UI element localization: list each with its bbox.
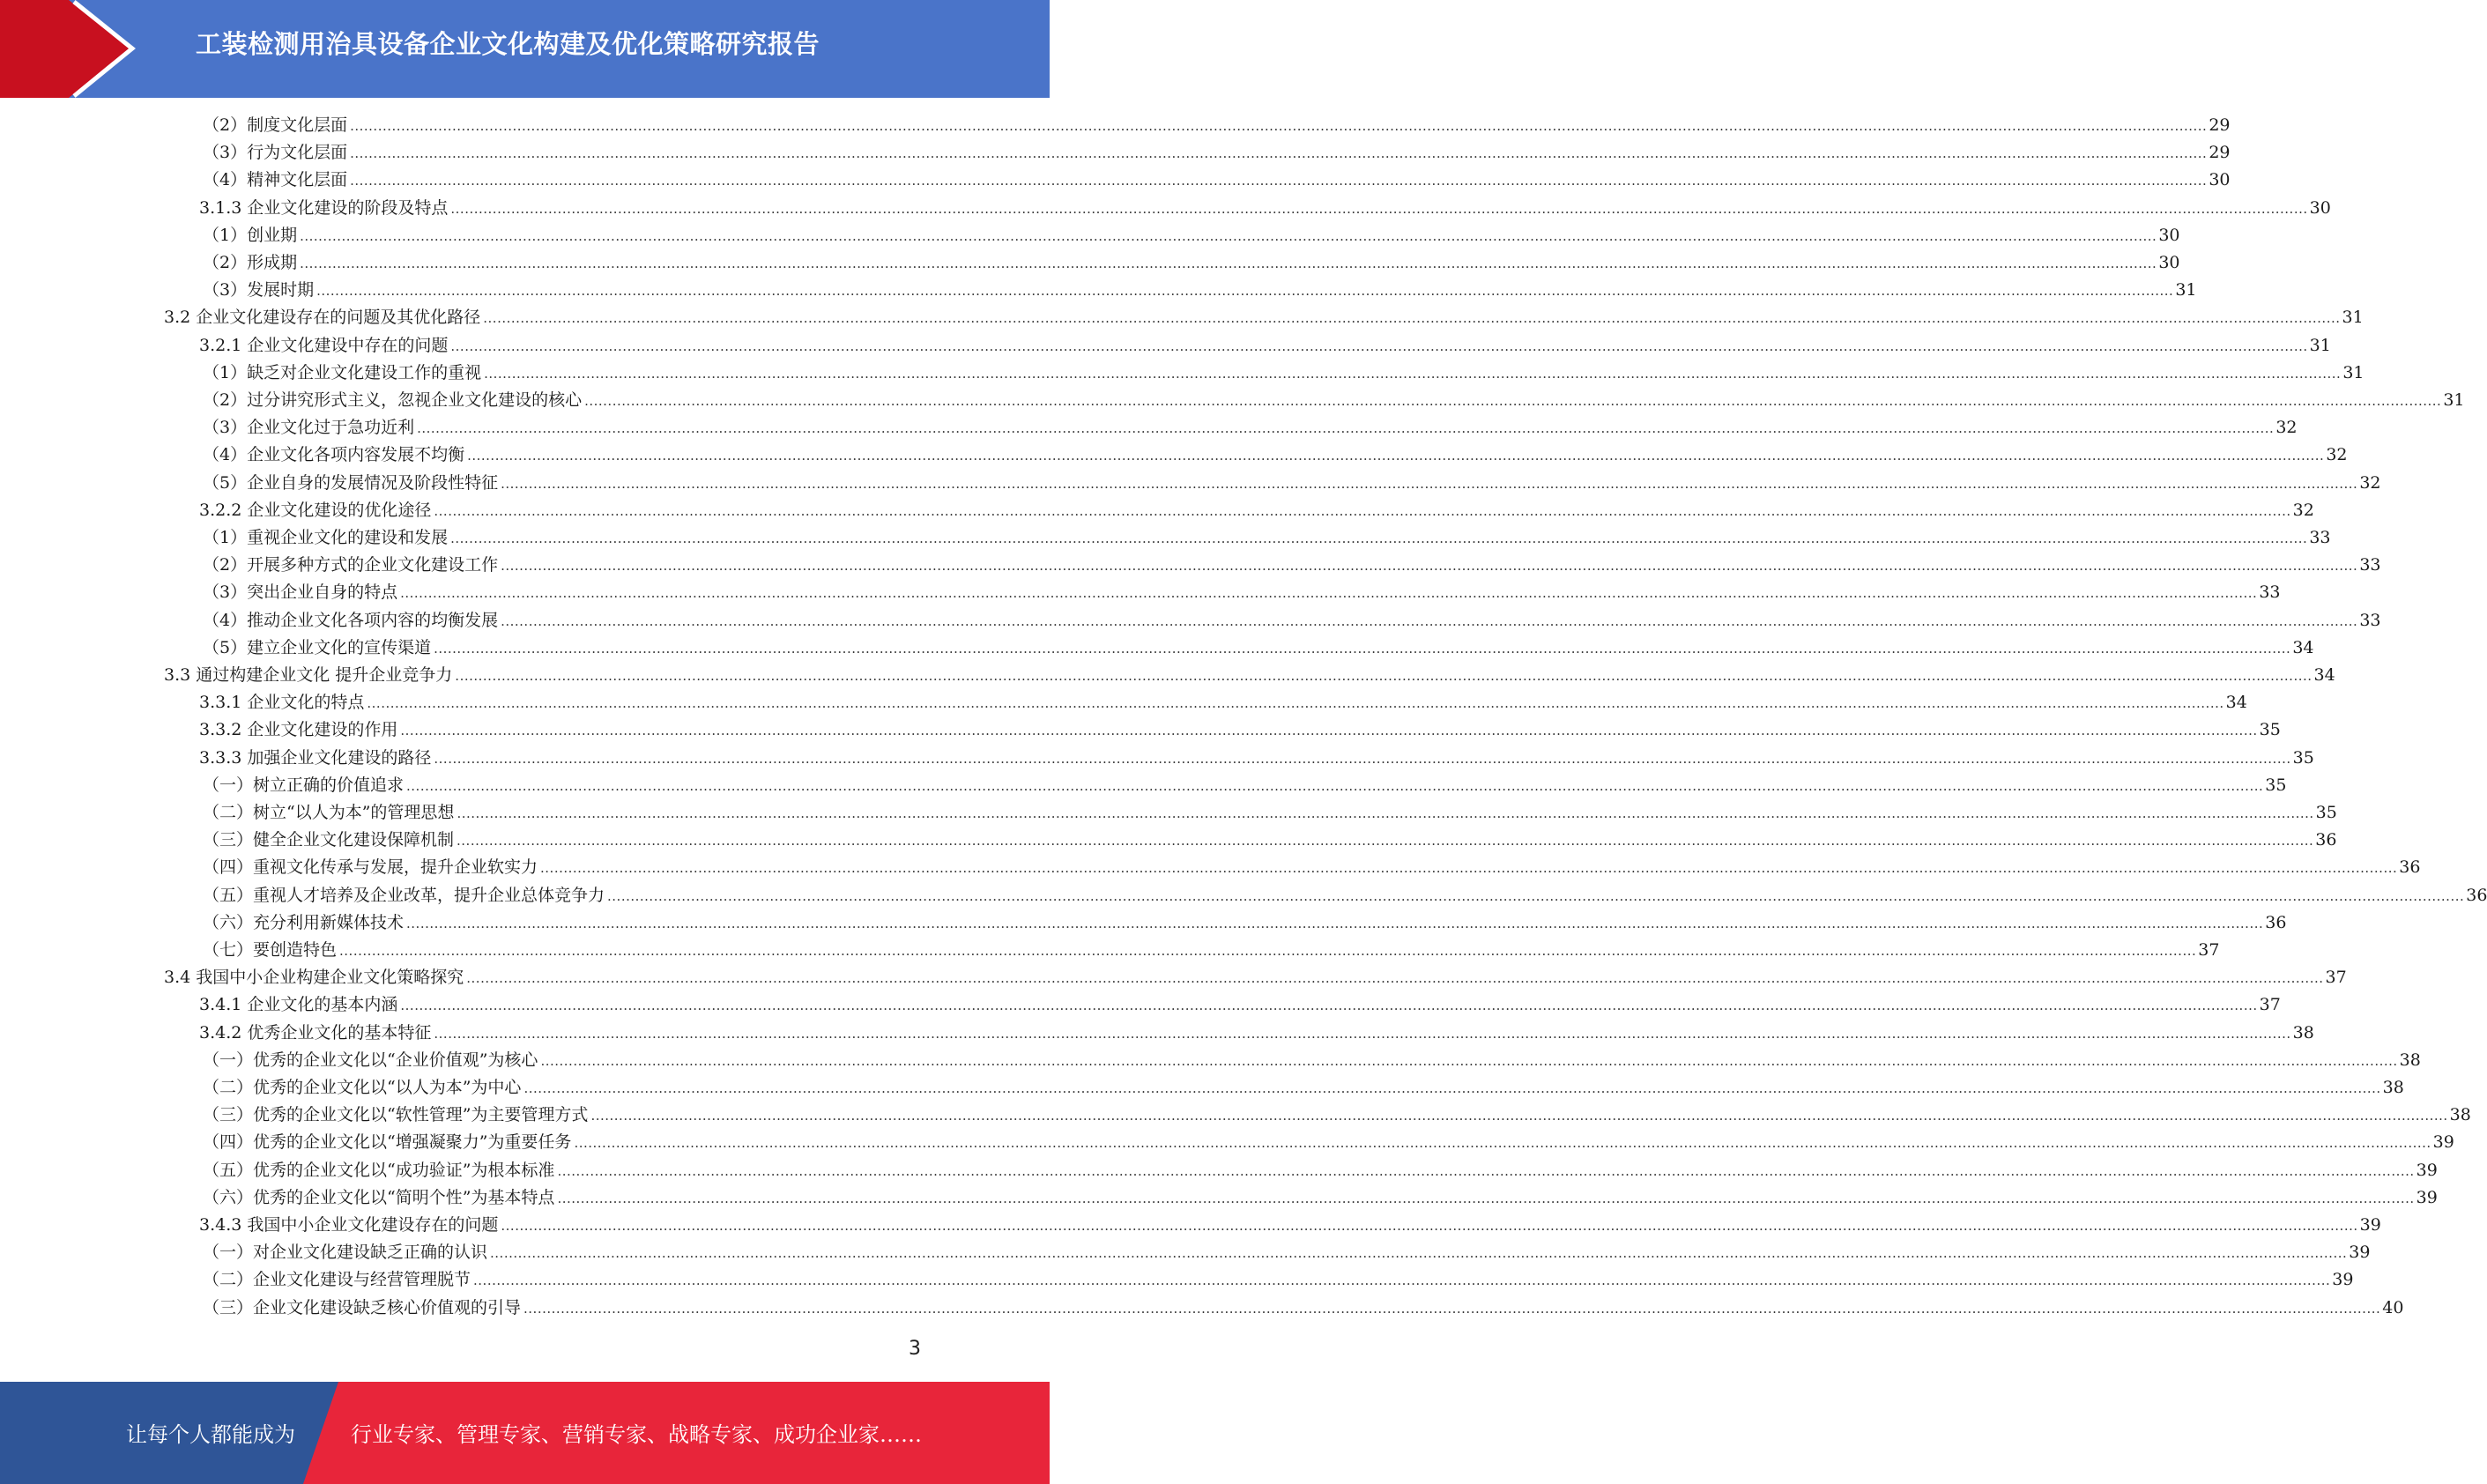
toc-dot-leader: ................................................................................................................................................................................................................................................................................................................................................................................................................: [406, 915, 2264, 931]
toc-dot-leader: ................................................................................................................................................................................................................................................................................................................................................................................................................: [434, 502, 2291, 519]
toc-dot-leader: ................................................................................................................................................................................................................................................................................................................................................................................................................: [339, 943, 2197, 959]
toc-entry-label: （2）制度文化层面: [203, 115, 348, 135]
toc-entry-label: （三）优秀的企业文化以“软性管理”为主要管理方式: [203, 1105, 589, 1125]
toc-entry-label: （六）优秀的企业文化以“简明个性”为基本特点: [203, 1187, 555, 1207]
toc-dot-leader: ................................................................................................................................................................................................................................................................................................................................................................................................................: [501, 558, 2358, 575]
toc-dot-leader: ................................................................................................................................................................................................................................................................................................................................................................................................................: [584, 393, 2442, 409]
toc-entry[interactable]: [199, 195, 2331, 222]
toc-entry-page: 36: [2399, 857, 2421, 878]
toc-entry[interactable]: [164, 964, 2347, 991]
toc-entry-page: 39: [2359, 1215, 2381, 1235]
toc-entry-label: （二）企业文化建设与经营管理脱节: [203, 1270, 471, 1290]
toc-entry[interactable]: [203, 222, 2180, 249]
toc-dot-leader: ................................................................................................................................................................................................................................................................................................................................................................................................................: [523, 1080, 2381, 1096]
toc-entry-page: 33: [2259, 582, 2281, 603]
toc-entry-label: （4）推动企业文化各项内容的均衡发展: [203, 610, 499, 630]
toc-dot-leader: ................................................................................................................................................................................................................................................................................................................................................................................................................: [400, 723, 2258, 739]
toc-entry-label: （六）充分利用新媒体技术: [203, 912, 405, 932]
toc-dot-leader: ................................................................................................................................................................................................................................................................................................................................................................................................................: [574, 1135, 2431, 1152]
toc-entry-label: （四）重视文化传承与发展，提升企业软实力: [203, 857, 538, 878]
toc-dot-leader: ................................................................................................................................................................................................................................................................................................................................................................................................................: [450, 200, 2308, 217]
toc-entry-label: 3.3.3 加强企业文化建设的路径: [199, 747, 432, 768]
toc-entry[interactable]: [199, 332, 2331, 360]
toc-entry-page: 31: [2175, 280, 2197, 301]
toc-entry-label: （三）企业文化建设缺乏核心价值观的引导: [203, 1297, 522, 1317]
toc-entry-page: 30: [2158, 253, 2180, 272]
toc-entry-label: （四）优秀的企业文化以“增强凝聚力”为重要任务: [203, 1132, 572, 1153]
toc-entry-label: 3.4.1 企业文化的基本内涵: [199, 995, 398, 1015]
toc-entry-page: 29: [2209, 115, 2231, 135]
toc-entry-page: 34: [2292, 637, 2314, 657]
toc-entry-label: （3）发展时期: [203, 280, 315, 301]
toc-dot-leader: ................................................................................................................................................................................................................................................................................................................................................................................................................: [501, 1218, 2358, 1234]
toc-entry-page: 39: [2432, 1132, 2454, 1153]
toc-dot-leader: ................................................................................................................................................................................................................................................................................................................................................................................................................: [300, 256, 2157, 271]
toc-entry[interactable]: [203, 167, 2231, 194]
toc-entry-page: 37: [2325, 968, 2347, 988]
toc-entry-label: （4）精神文化层面: [203, 170, 348, 190]
toc-entry-page: 32: [2326, 445, 2348, 465]
toc-entry-page: 32: [2292, 500, 2314, 520]
toc-entry-label: 3.2.1 企业文化建设中存在的问题: [199, 335, 449, 355]
toc-entry[interactable]: [203, 854, 2421, 881]
toc-dot-leader: ................................................................................................................................................................................................................................................................................................................................................................................................................: [557, 1190, 2415, 1206]
toc-dot-leader: ................................................................................................................................................................................................................................................................................................................................................................................................................: [450, 338, 2308, 354]
toc-entry[interactable]: [164, 662, 2335, 689]
toc-entry-label: 3.4 我国中小企业构建企业文化策略探究: [164, 968, 464, 988]
toc-entry[interactable]: [203, 552, 2381, 579]
toc-entry[interactable]: [203, 249, 2180, 277]
toc-entry-page: 38: [2449, 1105, 2471, 1125]
toc-dot-leader: ................................................................................................................................................................................................................................................................................................................................................................................................................: [501, 612, 2358, 629]
toc-entry-label: （2）形成期: [203, 253, 298, 272]
toc-dot-leader: ................................................................................................................................................................................................................................................................................................................................................................................................................: [434, 640, 2291, 657]
toc-entry-label: 3.3 通过构建企业文化 提升企业竞争力: [164, 665, 453, 685]
toc-entry[interactable]: [203, 1074, 2404, 1102]
toc-entry-label: （1）重视企业文化的建设和发展: [203, 528, 449, 547]
toc-entry-label: （五）优秀的企业文化以“成功验证”为根本标准: [203, 1160, 555, 1180]
toc-entry-page: 34: [2313, 665, 2335, 685]
toc-entry[interactable]: [164, 304, 2364, 331]
toc-entry-page: 34: [2225, 693, 2247, 713]
toc-dot-leader: ................................................................................................................................................................................................................................................................................................................................................................................................................: [473, 1273, 2331, 1289]
toc-entry-page: 39: [2332, 1270, 2354, 1290]
toc-entry-page: 30: [2309, 197, 2331, 218]
toc-entry-page: 33: [2309, 528, 2331, 547]
toc-entry-label: （一）对企业文化建设缺乏正确的认识: [203, 1243, 488, 1263]
toc-entry[interactable]: [203, 827, 2337, 854]
toc-entry-label: （三）健全企业文化建设保障机制: [203, 830, 455, 850]
toc-dot-leader: ................................................................................................................................................................................................................................................................................................................................................................................................................: [457, 805, 2314, 821]
toc-entry-page: 32: [2359, 472, 2381, 493]
toc-dot-leader: ................................................................................................................................................................................................................................................................................................................................................................................................................: [350, 118, 2208, 134]
toc-entry-label: （3）企业文化过于急功近利: [203, 418, 415, 438]
toc-entry-page: 38: [2382, 1078, 2404, 1097]
toc-entry[interactable]: [199, 991, 2281, 1019]
toc-entry-page: 36: [2315, 830, 2337, 850]
toc-entry[interactable]: [199, 497, 2314, 524]
toc-entry[interactable]: [203, 634, 2314, 662]
footer-slogan: 让每个人都能成为: [126, 1422, 295, 1447]
toc-entry[interactable]: [199, 745, 2314, 772]
toc-entry-label: （二）优秀的企业文化以“以人为本”为中心: [203, 1078, 522, 1097]
toc-entry-label: （2）开展多种方式的企业文化建设工作: [203, 555, 499, 575]
toc-entry[interactable]: [203, 524, 2331, 552]
toc-dot-leader: ................................................................................................................................................................................................................................................................................................................................................................................................................: [406, 777, 2264, 794]
toc-dot-leader: ................................................................................................................................................................................................................................................................................................................................................................................................................: [490, 1245, 2348, 1262]
toc-dot-leader: ................................................................................................................................................................................................................................................................................................................................................................................................................: [540, 860, 2398, 877]
toc-entry-page: 33: [2359, 610, 2381, 630]
toc-entry-page: 31: [2443, 390, 2465, 410]
toc-entry-page: 39: [2349, 1243, 2371, 1263]
toc-entry-page: 31: [2342, 362, 2365, 382]
page-header: [0, 0, 1050, 98]
toc-dot-leader: ................................................................................................................................................................................................................................................................................................................................................................................................................: [400, 998, 2258, 1014]
toc-entry-label: （1）缺乏对企业文化建设工作的重视: [203, 362, 482, 382]
toc-entry-page: 40: [2382, 1297, 2404, 1317]
toc-dot-leader: ................................................................................................................................................................................................................................................................................................................................................................................................................: [590, 1108, 2448, 1124]
toc-entry-label: （5）企业自身的发展情况及阶段性特征: [203, 472, 499, 493]
toc-entry[interactable]: [203, 139, 2231, 167]
toc-entry[interactable]: [203, 909, 2287, 937]
toc-entry-label: 3.4.3 我国中小企业文化建设存在的问题: [199, 1215, 499, 1235]
toc-dot-leader: ................................................................................................................................................................................................................................................................................................................................................................................................................: [417, 420, 2275, 437]
toc-entry-page: 36: [2265, 912, 2287, 932]
toc-entry-page: 38: [2399, 1050, 2421, 1070]
toc-entry-page: 37: [2259, 995, 2281, 1015]
toc-dot-leader: ................................................................................................................................................................................................................................................................................................................................................................................................................: [607, 887, 2465, 904]
toc-entry[interactable]: [203, 414, 2298, 441]
toc-entry-label: 3.2 企业文化建设存在的问题及其优化路径: [164, 308, 481, 328]
toc-entry[interactable]: [203, 1129, 2454, 1156]
toc-entry-label: （3）突出企业自身的特点: [203, 582, 398, 603]
toc-entry-page: 31: [2309, 335, 2331, 355]
toc-entry[interactable]: [203, 579, 2281, 606]
toc-dot-leader: ................................................................................................................................................................................................................................................................................................................................................................................................................: [400, 585, 2258, 602]
toc-entry-label: 3.2.2 企业文化建设的优化途径: [199, 500, 432, 520]
toc-entry-page: 32: [2275, 418, 2298, 438]
toc-entry[interactable]: [199, 1212, 2381, 1239]
toc-dot-leader: ................................................................................................................................................................................................................................................................................................................................................................................................................: [455, 668, 2313, 684]
toc-entry-label: 3.4.2 优秀企业文化的基本特征: [199, 1022, 432, 1043]
toc-entry-page: 37: [2198, 940, 2220, 960]
toc-entry[interactable]: [203, 607, 2381, 634]
toc-entry[interactable]: [203, 1157, 2438, 1184]
toc-entry-label: （1）创业期: [203, 225, 298, 245]
toc-dot-leader: ................................................................................................................................................................................................................................................................................................................................................................................................................: [300, 227, 2157, 244]
toc-entry[interactable]: [203, 882, 2487, 909]
toc-entry-label: （3）行为文化层面: [203, 143, 348, 163]
toc-entry-label: 3.3.1 企业文化的特点: [199, 693, 365, 713]
toc-entry-page: 36: [2466, 885, 2487, 905]
toc-entry-page: 35: [2265, 775, 2287, 795]
toc-entry-page: 35: [2259, 720, 2281, 740]
toc-entry-label: （七）要创造特色: [203, 940, 338, 960]
toc-entry-page: 39: [2416, 1160, 2438, 1180]
toc-entry-label: （4）企业文化各项内容发展不均衡: [203, 445, 465, 465]
toc-entry[interactable]: [203, 799, 2337, 827]
toc-entry[interactable]: [203, 1239, 2371, 1266]
toc-entry[interactable]: [203, 470, 2381, 497]
toc-entry[interactable]: [203, 1184, 2438, 1212]
toc-entry-page: 39: [2416, 1187, 2438, 1207]
toc-entry[interactable]: [203, 772, 2287, 799]
toc-dot-leader: ................................................................................................................................................................................................................................................................................................................................................................................................................: [434, 750, 2291, 767]
page-number: 3: [909, 1338, 921, 1360]
toc-dot-leader: ................................................................................................................................................................................................................................................................................................................................................................................................................: [466, 970, 2324, 987]
toc-dot-leader: ................................................................................................................................................................................................................................................................................................................................................................................................................: [316, 283, 2174, 300]
toc-entry-page: 33: [2359, 555, 2381, 575]
toc-dot-leader: ................................................................................................................................................................................................................................................................................................................................................................................................................: [350, 173, 2208, 189]
toc-entry-label: （5）建立企业文化的宣传渠道: [203, 637, 432, 657]
toc-entry[interactable]: [203, 1266, 2354, 1294]
toc-dot-leader: ................................................................................................................................................................................................................................................................................................................................................................................................................: [367, 695, 2224, 712]
toc-dot-leader: ................................................................................................................................................................................................................................................................................................................................................................................................................: [484, 365, 2342, 382]
page-footer: [0, 1382, 1050, 1484]
toc-entry-label: 3.3.2 企业文化建设的作用: [199, 720, 398, 740]
toc-entry[interactable]: [203, 277, 2197, 304]
toc-dot-leader: ................................................................................................................................................................................................................................................................................................................................................................................................................: [501, 475, 2358, 492]
toc-entry-page: 35: [2315, 803, 2337, 822]
toc-entry-page: 38: [2292, 1022, 2314, 1043]
toc-entry[interactable]: [203, 387, 2465, 414]
toc-dot-leader: ................................................................................................................................................................................................................................................................................................................................................................................................................: [434, 1025, 2291, 1042]
toc-dot-leader: ................................................................................................................................................................................................................................................................................................................................................................................................................: [350, 145, 2208, 162]
toc-entry-page: 29: [2209, 143, 2231, 163]
toc-dot-leader: ................................................................................................................................................................................................................................................................................................................................................................................................................: [467, 448, 2325, 464]
toc-dot-leader: ................................................................................................................................................................................................................................................................................................................................................................................................................: [557, 1162, 2415, 1179]
toc-entry-label: （一）优秀的企业文化以“企业价值观”为核心: [203, 1050, 538, 1070]
toc-entry[interactable]: [203, 360, 2365, 387]
toc-entry-page: 31: [2342, 308, 2364, 328]
toc-entry[interactable]: [199, 689, 2247, 716]
toc-dot-leader: ................................................................................................................................................................................................................................................................................................................................................................................................................: [483, 310, 2341, 327]
toc-entry-label: （二）树立“以人为本”的管理思想: [203, 803, 455, 822]
toc-entry[interactable]: [199, 1020, 2314, 1047]
toc-entry[interactable]: [203, 937, 2220, 964]
toc-dot-leader: ................................................................................................................................................................................................................................................................................................................................................................................................................: [457, 833, 2314, 850]
report-title: 工装检测用治具设备企业文化构建及优化策略研究报告: [196, 29, 820, 59]
toc-dot-leader: ................................................................................................................................................................................................................................................................................................................................................................................................................: [450, 531, 2308, 546]
toc-entry[interactable]: [203, 1047, 2421, 1074]
toc-dot-leader: ................................................................................................................................................................................................................................................................................................................................................................................................................: [523, 1300, 2381, 1317]
toc-entry[interactable]: [203, 1102, 2471, 1129]
toc-entry-label: （五）重视人才培养及企业改革，提升企业总体竞争力: [203, 885, 605, 905]
toc-entry-page: 30: [2209, 170, 2231, 190]
toc-entry[interactable]: [203, 1295, 2404, 1322]
toc-entry-page: 35: [2292, 747, 2314, 768]
toc-entry-label: （一）树立正确的价值追求: [203, 775, 405, 795]
toc-entry-page: 30: [2158, 225, 2180, 245]
toc-entry[interactable]: [203, 441, 2348, 469]
toc-entry-label: 3.1.3 企业文化建设的阶段及特点: [199, 197, 449, 218]
toc-entry[interactable]: [203, 112, 2231, 139]
toc-dot-leader: ................................................................................................................................................................................................................................................................................................................................................................................................................: [540, 1052, 2398, 1069]
toc-entry-label: （2）过分讲究形式主义，忽视企业文化建设的核心: [203, 390, 583, 410]
toc-entry[interactable]: [199, 716, 2281, 744]
footer-goals: 行业专家、管理专家、营销专家、战略专家、成功企业家……: [351, 1422, 922, 1447]
